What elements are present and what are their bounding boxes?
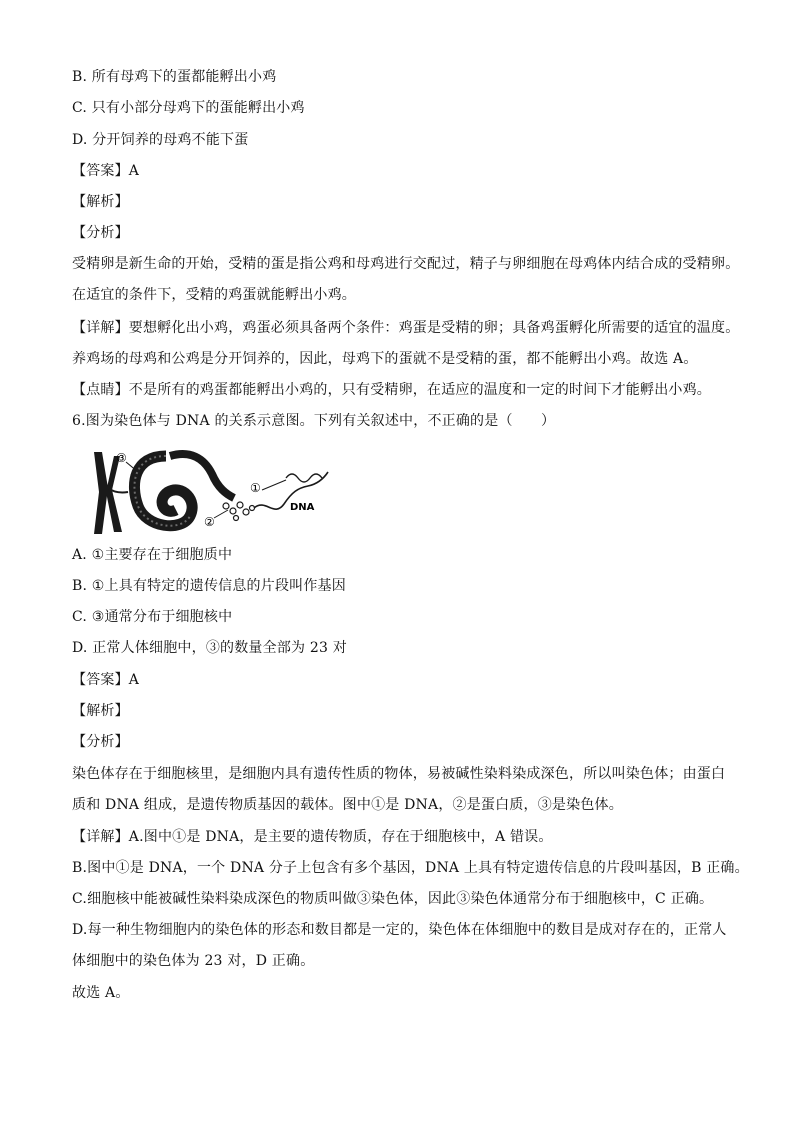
dianjing-q5: 【点睛】不是所有的鸡蛋都能孵出小鸡的，只有受精卵，在适应的温度和一定的时间下才能孵出小鸡。 <box>72 382 711 398</box>
option-c-q5: C. 只有小部分母鸡下的蛋能孵出小鸡 <box>72 100 305 116</box>
analysis-heading-q5: 【解析】 <box>72 194 129 210</box>
fenxi-text-q5-1: 受精卵是新生命的开始，受精的蛋是指公鸡和母鸡进行交配过，精子与卵细胞在母鸡体内结合成的受精卵。 <box>72 256 740 272</box>
figure-label-3: ③ <box>116 451 127 465</box>
fenxi-text-q5-2: 在适宜的条件下，受精的鸡蛋就能孵出小鸡。 <box>72 287 356 303</box>
answer-q5: 【答案】A <box>72 163 140 179</box>
analysis-heading-q6: 【解析】 <box>72 703 129 719</box>
xiangjie-q6-d-1: D.每一种生物细胞内的染色体的形态和数目都是一定的，染色体在体细胞中的数目是成对存在的，正常人 <box>72 922 727 938</box>
xiangjie-q5-1: 【详解】要想孵化出小鸡，鸡蛋必须具备两个条件：鸡蛋是受精的卵；具备鸡蛋孵化所需要的适宜的温度。 <box>72 320 740 336</box>
figure-label-1: ① <box>250 481 261 495</box>
question-6-stem: 6.图为染色体与 DNA 的关系示意图。下列有关叙述中，不正确的是（ ） <box>72 413 556 429</box>
option-c-q6: C. ③通常分布于细胞核中 <box>72 609 233 625</box>
option-a-q6: A. ①主要存在于细胞质中 <box>72 547 233 563</box>
figure-label-2: ② <box>204 515 215 529</box>
xiangjie-q6-d-2: 体细胞中的染色体为 23 对，D 正确。 <box>72 953 315 969</box>
xiangjie-q6-b: B.图中①是 DNA，一个 DNA 分子上包含有多个基因，DNA 上具有特定遗传信息的片段叫基因，B 正确。 <box>72 860 749 876</box>
option-b-q5: B. 所有母鸡下的蛋都能孵出小鸡 <box>72 69 277 85</box>
fenxi-text-q6-2: 质和 DNA 组成，是遗传物质基因的载体。图中①是 DNA，②是蛋白质，③是染色体。 <box>72 797 623 813</box>
fenxi-heading-q6: 【分析】 <box>72 734 129 750</box>
xiangjie-q5-2: 养鸡场的母鸡和公鸡是分开饲养的，因此，母鸡下的蛋就不是受精的蛋，都不能孵出小鸡。故选 A。 <box>72 351 698 367</box>
option-d-q5: D. 分开饲养的母鸡不能下蛋 <box>72 132 249 148</box>
fenxi-heading-q5: 【分析】 <box>72 225 129 241</box>
answer-q6: 【答案】A <box>72 672 140 688</box>
conclusion-q6: 故选 A。 <box>72 985 130 1001</box>
dna-helix <box>286 474 322 482</box>
figure-label-dna: DNA <box>290 502 315 513</box>
fenxi-text-q6-1: 染色体存在于细胞核里，是细胞内具有遗传性质的物体，易被碱性染料染成深色，所以叫染色体；由蛋白 <box>72 766 726 782</box>
nucleosome-beads <box>223 502 255 521</box>
xiangjie-q6-c: C.细胞核中能被碱性染料染成深色的物质叫做③染色体，因此③染色体通常分布于细胞核中，C 正确。 <box>72 891 714 907</box>
xiangjie-q6-a: 【详解】A.图中①是 DNA，是主要的遗传物质，存在于细胞核中，A 错误。 <box>72 829 553 845</box>
option-b-q6: B. ①上具有特定的遗传信息的片段叫作基因 <box>72 578 346 594</box>
option-d-q6: D. 正常人体细胞中，③的数量全部为 23 对 <box>72 640 347 656</box>
chromosome-dna-figure <box>86 448 331 538</box>
